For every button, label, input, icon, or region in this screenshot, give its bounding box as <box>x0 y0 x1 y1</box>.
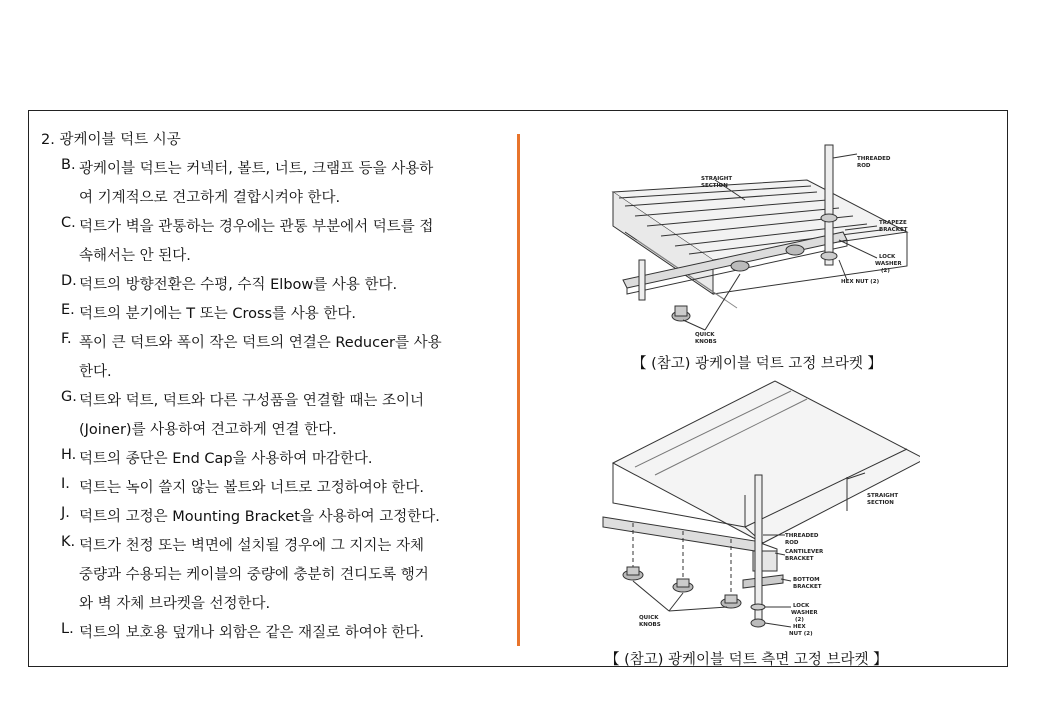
label-straight-section: SECTION <box>701 183 728 189</box>
item-label: C. <box>61 215 76 231</box>
label-hex-nut: HEX NUT (2) <box>841 279 880 285</box>
label-bottom-bracket: BOTTOM <box>793 577 820 583</box>
item-label: B. <box>61 157 76 173</box>
item-label: F. <box>61 331 72 347</box>
label-cantilever-bracket: BRACKET <box>785 556 814 562</box>
item-line: 덕트는 녹이 쓸지 않는 볼트와 너트로 고정하여야 한다. <box>79 480 425 496</box>
item-line: (Joiner)를 사용하여 견고하게 연결 한다. <box>79 422 337 438</box>
item-line: 덕트의 방향전환은 수평, 수직 Elbow를 사용 한다. <box>79 277 398 293</box>
label-quick-knobs: QUICK <box>695 332 715 338</box>
label-lock-washer: WASHER <box>875 261 902 267</box>
item-line: 덕트가 천정 또는 벽면에 설치될 경우에 그 지지는 자체 <box>79 538 425 554</box>
side-bracket-figure <box>595 375 920 640</box>
item-label: H. <box>61 447 77 463</box>
item-line: 중량과 수용되는 케이블의 중량에 충분히 견디도록 행거 <box>79 567 429 583</box>
orange-divider <box>517 134 520 646</box>
item-line: 와 벽 자체 브라켓을 선정한다. <box>79 596 271 612</box>
item-label: K. <box>61 534 76 550</box>
label-quick-knobs: KNOBS <box>695 339 717 345</box>
label-trapeze-bracket: BRACKET <box>879 227 908 233</box>
item-line: 덕트와 덕트, 덕트와 다른 구성품을 연결할 때는 조이너 <box>79 393 425 409</box>
item-label: D. <box>61 273 77 289</box>
label-lock-washer: WASHER <box>791 610 818 616</box>
label-trapeze-bracket: TRAPEZE <box>879 220 907 226</box>
item-line: 덕트의 분기에는 T 또는 Cross를 사용 한다. <box>79 306 356 322</box>
label-threaded-rod: THREADED <box>857 156 891 162</box>
label-lock-washer: (2) <box>881 268 890 274</box>
item-label: L. <box>61 621 74 637</box>
item-line: 한다. <box>79 364 112 380</box>
item-label: E. <box>61 302 75 318</box>
item-line: 폭이 큰 덕트와 폭이 작은 덕트의 연결은 Reducer를 사용 <box>79 335 442 351</box>
label-threaded-rod: THREADED <box>785 533 819 539</box>
item-label: G. <box>61 389 77 405</box>
label-bottom-bracket: BRACKET <box>793 584 822 590</box>
item-line: 여 기계적으로 견고하게 결합시켜야 한다. <box>79 190 341 206</box>
label-cantilever-bracket: CANTILEVER <box>785 549 824 555</box>
section-heading: 2. 광케이블 덕트 시공 <box>41 132 181 148</box>
item-line: 덕트의 종단은 End Cap을 사용하여 마감한다. <box>79 451 373 467</box>
label-straight-section: STRAIGHT <box>867 493 899 499</box>
figure1-caption: 【 (참고) 광케이블 덕트 고정 브라켓 】 <box>632 356 883 372</box>
label-threaded-rod: ROD <box>785 540 799 546</box>
label-lock-washer: (2) <box>795 617 804 623</box>
label-hex-nut: HEX <box>793 624 806 630</box>
item-label: I. <box>61 476 70 492</box>
item-line: 덕트의 고정은 Mounting Bracket을 사용하여 고정한다. <box>79 509 440 525</box>
figure2-caption: 【 (참고) 광케이블 덕트 측면 고정 브라켓 】 <box>605 652 888 668</box>
item-label: J. <box>61 505 70 521</box>
label-lock-washer: LOCK <box>879 254 896 260</box>
label-straight-section: SECTION <box>867 500 894 506</box>
label-threaded-rod: ROD <box>857 163 871 169</box>
label-quick-knobs: QUICK <box>639 615 659 621</box>
item-line: 덕트의 보호용 덮개나 외함은 같은 재질로 하여야 한다. <box>79 625 425 641</box>
trapeze-bracket-figure <box>595 140 915 350</box>
label-lock-washer: LOCK <box>793 603 810 609</box>
label-hex-nut: NUT (2) <box>789 631 813 637</box>
item-line: 속해서는 안 된다. <box>79 248 191 264</box>
item-line: 광케이블 덕트는 커넥터, 볼트, 너트, 크램프 등을 사용하 <box>79 161 434 177</box>
item-line: 덕트가 벽을 관통하는 경우에는 관통 부분에서 덕트를 접 <box>79 219 434 235</box>
label-straight-section: STRAIGHT <box>701 176 733 182</box>
label-quick-knobs: KNOBS <box>639 622 661 628</box>
